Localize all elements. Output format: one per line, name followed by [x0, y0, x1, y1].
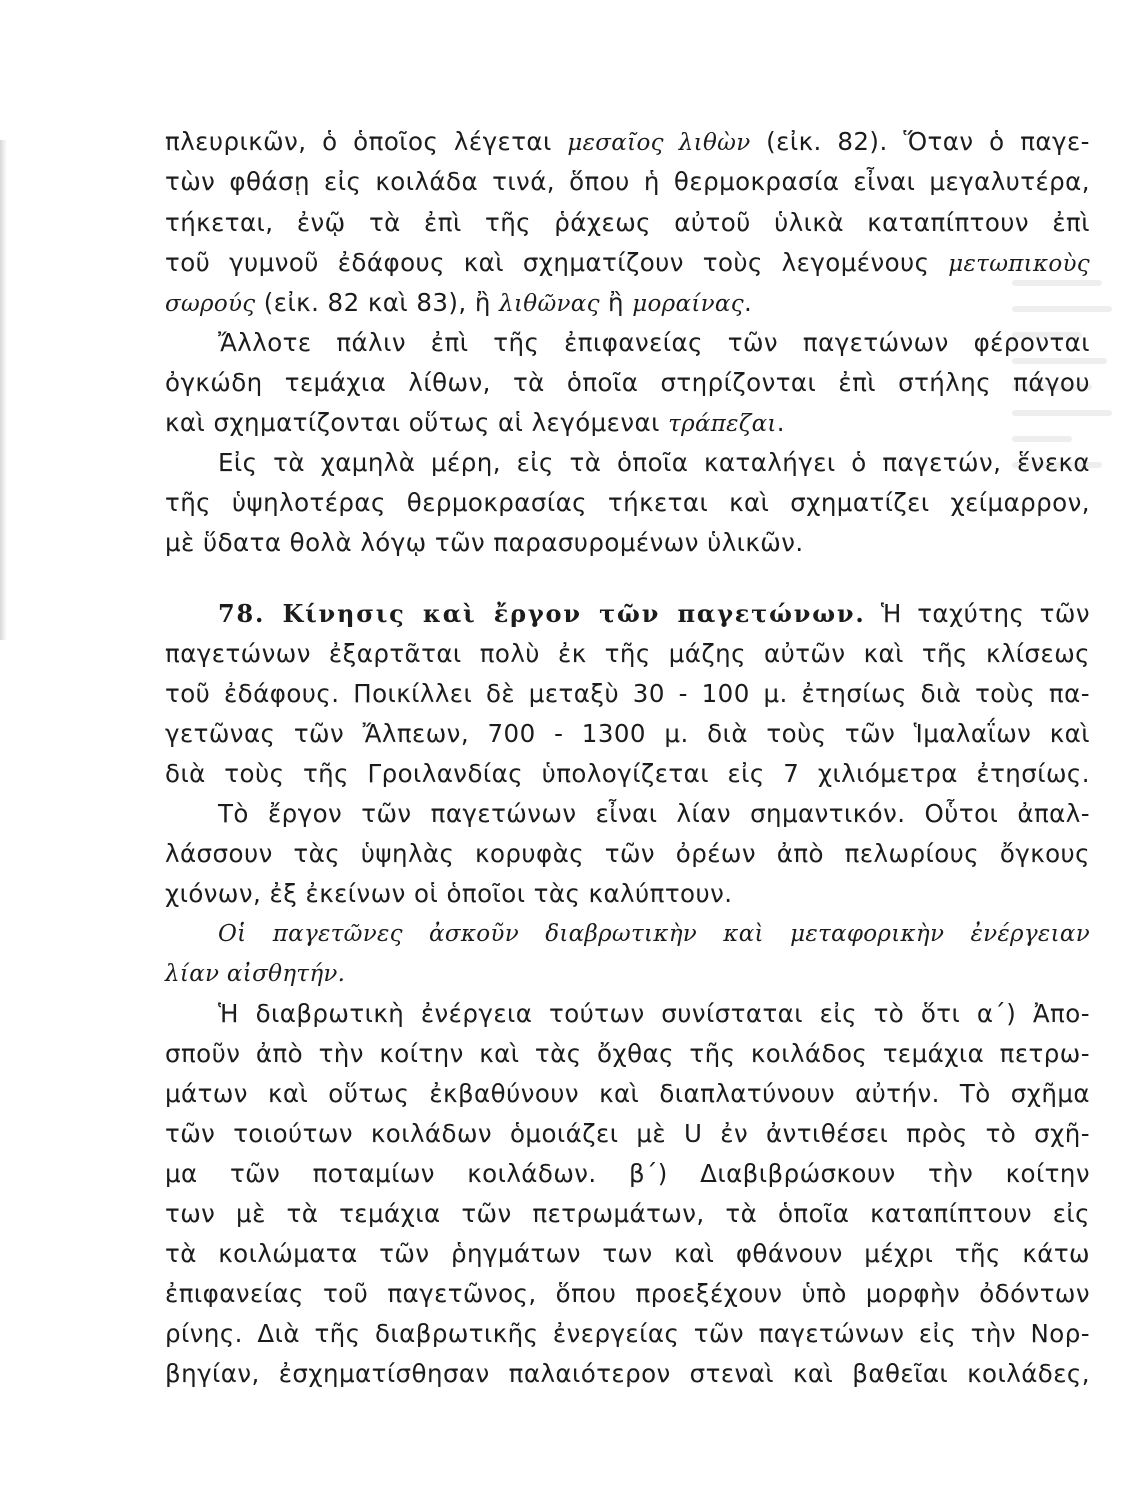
text-line: μάτων καὶ οὕτως ἐκβαθύνουν καὶ διαπλατύνουν αὐτήν. Τὸ σχῆμα: [165, 1079, 1090, 1108]
text-line: μὲ ὕδατα θολὰ λόγῳ τῶν παρασυρομένων ὑλικῶν.: [165, 528, 804, 557]
text-line: χιόνων, ἐξ ἐκείνων οἱ ὁποῖοι τὰς καλύπτουν.: [165, 879, 733, 908]
text-line: Ἡ διαβρωτικὴ ἐνέργεια τούτων συνίσταται εἰς τὸ ὅτι α΄) Ἀπο-: [218, 999, 1090, 1028]
italic-term: μετωπικοὺς: [948, 251, 1090, 277]
italic-term: μοραίνας: [632, 291, 744, 317]
text-line: λάσσουν τὰς ὑψηλὰς κορυφὰς τῶν ὀρέων ἀπὸ πελωρίους ὄγκους: [165, 839, 1090, 868]
italic-term: τράπεζαι: [668, 411, 777, 437]
text-line: παγετώνων ἐξαρτᾶται πολὺ ἐκ τῆς μάζης αὐτῶν καὶ τῆς κλίσεως: [165, 639, 1090, 668]
page-edge-shadow: [0, 140, 7, 640]
text-line: καὶ σχηματίζονται οὕτως αἱ λεγόμεναι τράπεζαι.: [165, 408, 785, 437]
text-line: γετῶνας τῶν Ἄλπεων, 700 - 1300 μ. διὰ τοὺς τῶν Ἱμαλαΐων καὶ: [165, 719, 1090, 748]
italic-term: μεσαῖος λιθὼν: [567, 130, 751, 156]
text-line: πλευρικῶν, ὁ ὁποῖος λέγεται μεσαῖος λιθὼν (εἰκ. 82). Ὅταν ὁ παγε-: [165, 127, 1090, 156]
text-line: βηγίαν, ἐσχηματίσθησαν παλαιότερον στεναὶ καὶ βαθεῖαι κοιλάδες,: [165, 1359, 1090, 1388]
text-line: Ἄλλοτε πάλιν ἐπὶ τῆς ἐπιφανείας τῶν παγετώνων φέρονται: [218, 328, 1090, 357]
italic-term: λιθῶνας: [499, 291, 600, 317]
text-line: Εἰς τὰ χαμηλὰ μέρη, εἰς τὰ ὁποῖα καταλήγει ὁ παγετών, ἕνεκα: [218, 448, 1090, 477]
italic-line: λίαν αἰσθητήν.: [165, 961, 346, 987]
text-line: τῆς ὑψηλοτέρας θερμοκρασίας τήκεται καὶ σχηματίζει χείμαρρον,: [165, 488, 1090, 517]
text-line: σωρούς (εἰκ. 82 καὶ 83), ἢ λιθῶνας ἢ μοραίνας.: [165, 288, 753, 317]
text-line: σποῦν ἀπὸ τὴν κοίτην καὶ τὰς ὄχθας τῆς κοιλάδος τεμάχια πετρω-: [165, 1039, 1090, 1068]
text-line: τῶν τοιούτων κοιλάδων ὁμοιάζει μὲ U ἐν ἀντιθέσει πρὸς τὸ σχῆ-: [165, 1119, 1090, 1148]
text-line: Τὸ ἔργον τῶν παγετώνων εἶναι λίαν σημαντικόν. Οὗτοι ἀπαλ-: [218, 799, 1090, 828]
section-heading-line: 78. Κίνησις καὶ ἔργον τῶν παγετώνων. Ἡ ταχύτης τῶν: [218, 599, 1090, 628]
text-line: ὀγκώδη τεμάχια λίθων, τὰ ὁποῖα στηρίζονται ἐπὶ στήλης πάγου: [165, 368, 1090, 397]
text-line: των μὲ τὰ τεμάχια τῶν πετρωμάτων, τὰ ὁποῖα καταπίπτουν εἰς: [165, 1199, 1090, 1228]
text-line: ἐπιφανείας τοῦ παγετῶνος, ὅπου προεξέχουν ὑπὸ μορφὴν ὀδόντων: [165, 1279, 1090, 1308]
text-line: τοῦ ἐδάφους. Ποικίλλει δὲ μεταξὺ 30 - 100 μ. ἐτησίως διὰ τοὺς πα-: [165, 679, 1090, 708]
section-heading: 78. Κίνησις καὶ ἔργον τῶν παγετώνων.: [218, 599, 866, 628]
italic-line: Οἱ παγετῶνες ἀσκοῦν διαβρωτικὴν καὶ μεταφορικὴν ἐνέργειαν: [218, 921, 1090, 947]
text-line: διὰ τοὺς τῆς Γροιλανδίας ὑπολογίζεται εἰς 7 χιλιόμετρα ἐτησίως.: [165, 759, 1090, 788]
text-line: τοῦ γυμνοῦ ἐδάφους καὶ σχηματίζουν τοὺς λεγομένους μετωπικοὺς: [165, 248, 1090, 277]
text-line: μα τῶν ποταμίων κοιλάδων. β΄) Διαβιβρώσκουν τὴν κοίτην: [165, 1159, 1090, 1188]
italic-term: σωρούς: [165, 291, 256, 317]
text-line: τήκεται, ἐνῷ τὰ ἐπὶ τῆς ῥάχεως αὐτοῦ ὑλικὰ καταπίπτουν ἐπὶ: [165, 208, 1090, 237]
text-line: τὰ κοιλώματα τῶν ῥηγμάτων των καὶ φθάνουν μέχρι τῆς κάτω: [165, 1239, 1090, 1268]
text-line: ρίνης. Διὰ τῆς διαβρωτικῆς ἐνεργείας τῶν παγετώνων εἰς τὴν Νορ-: [165, 1319, 1090, 1348]
text-line: τὼν φθάσῃ εἰς κοιλάδα τινά, ὅπου ἡ θερμοκρασία εἶναι μεγαλυτέρα,: [165, 167, 1090, 196]
